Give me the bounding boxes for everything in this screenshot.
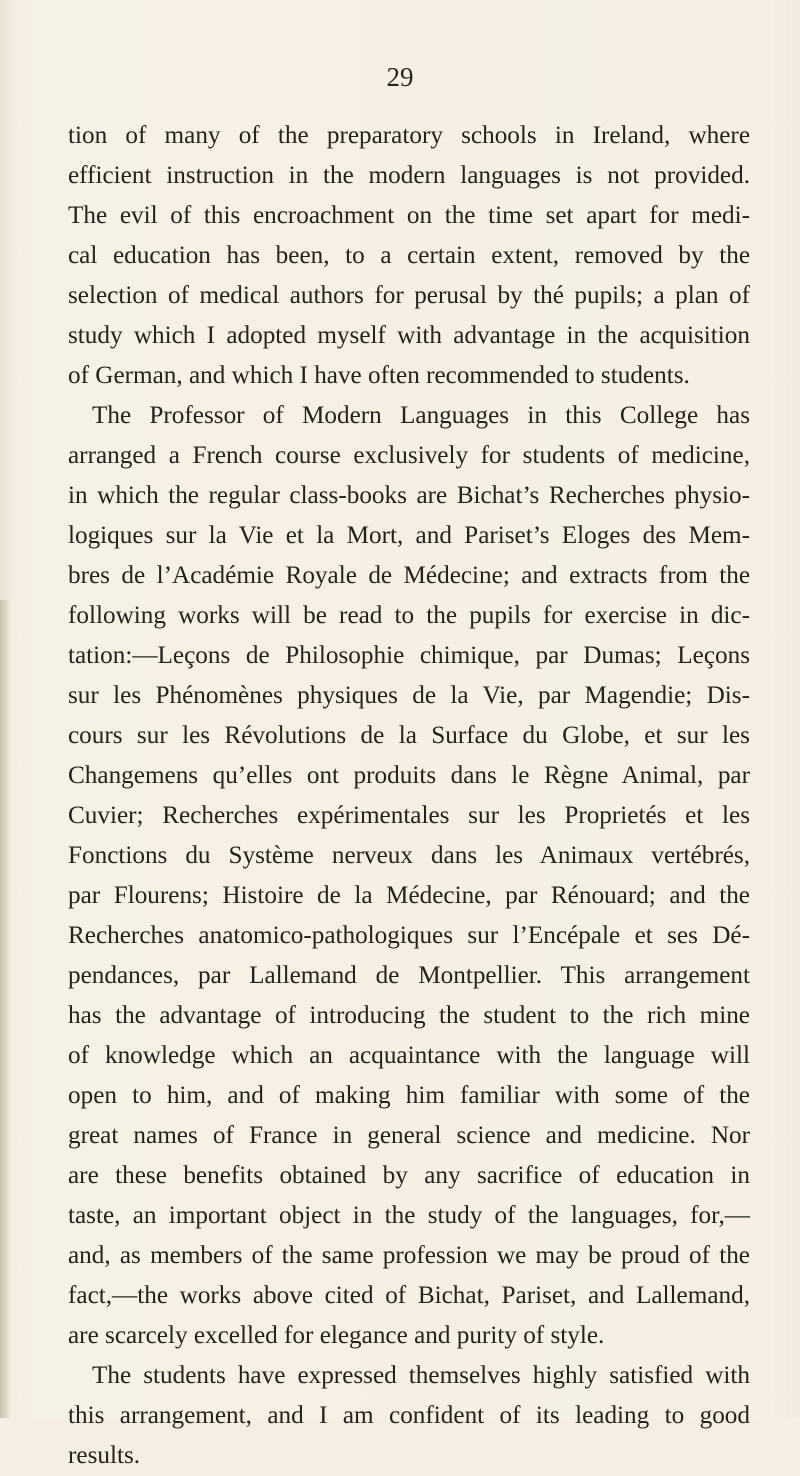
text-line: results. [68,1442,141,1469]
text-line: Changemens qu’elles ont produits dans le Règne Animal, par [68,762,750,789]
text-line: par Flourens; Histoire de la Médecine, par Rénouard; and the [68,882,750,909]
text-line: efficient instruction in the modern languages is not provided. [68,162,750,189]
text-line: logiques sur la Vie et la Mort, and Pariset’s Eloges des Mem- [68,522,750,549]
text-line: are scarcely excelled for elegance and purity of style. [68,1322,605,1349]
text-line: Cuvier; Recherches expérimentales sur les Proprietés et les [68,802,750,829]
text-line: in which the regular class-books are Bichat’s Recherches physio- [68,482,750,509]
text-line: great names of France in general science and medicine. Nor [68,1122,750,1149]
page-number: 29 [386,62,414,92]
text-line: and, as members of the same profession we may be proud of the [68,1242,750,1269]
text-line: following works will be read to the pupils for exercise in dic- [68,602,750,629]
text-line: cal education has been, to a certain extent, removed by the [68,242,750,269]
text-line: tion of many of the preparatory schools in Ireland, where [68,122,750,149]
text-line: sur les Phénomènes physiques de la Vie, par Magendie; Dis- [68,682,750,709]
text-line: of German, and which I have often recommended to students. [68,362,690,389]
text-line: taste, an important object in the study of the languages, for,— [68,1202,750,1229]
text-line: bres de l’Académie Royale de Médecine; and extracts from the [68,562,750,589]
text-line: fact,—the works above cited of Bichat, Pariset, and Lallemand, [68,1282,750,1309]
text-line: Fonctions du Système nerveux dans les Animaux vertébrés, [68,842,750,869]
text-line: The evil of this encroachment on the time set apart for medi- [68,202,750,229]
text-line: pendances, par Lallemand de Montpellier. This arrangement [68,962,750,989]
text-line: study which I adopted myself with advantage in the acquisition [68,322,750,349]
body-text [68,116,750,1476]
text-line: open to him, and of making him familiar with some of the [68,1082,750,1109]
text-line: The Professor of Modern Languages in this College has [92,402,750,429]
text-line: this arrangement, and I am confident of its leading to good [68,1402,750,1429]
text-line: are these benefits obtained by any sacrifice of education in [68,1162,750,1189]
text-line: selection of medical authors for perusal by thé pupils; a plan of [68,282,750,309]
text-line: has the advantage of introducing the student to the rich mine [68,1002,750,1029]
text-line: tation:—Leçons de Philosophie chimique, par Dumas; Leçons [68,642,750,669]
text-line: of knowledge which an acquaintance with the language will [68,1042,750,1069]
text-line: cours sur les Révolutions de la Surface du Globe, et sur les [68,722,750,749]
text-line: The students have expressed themselves highly satisfied with [92,1362,750,1389]
text-line: Recherches anatomico-pathologiques sur l’Encépale et ses Dé- [68,922,750,949]
page-gutter-shadow [0,600,10,1418]
text-line: arranged a French course exclusively for students of medicine, [68,442,750,469]
